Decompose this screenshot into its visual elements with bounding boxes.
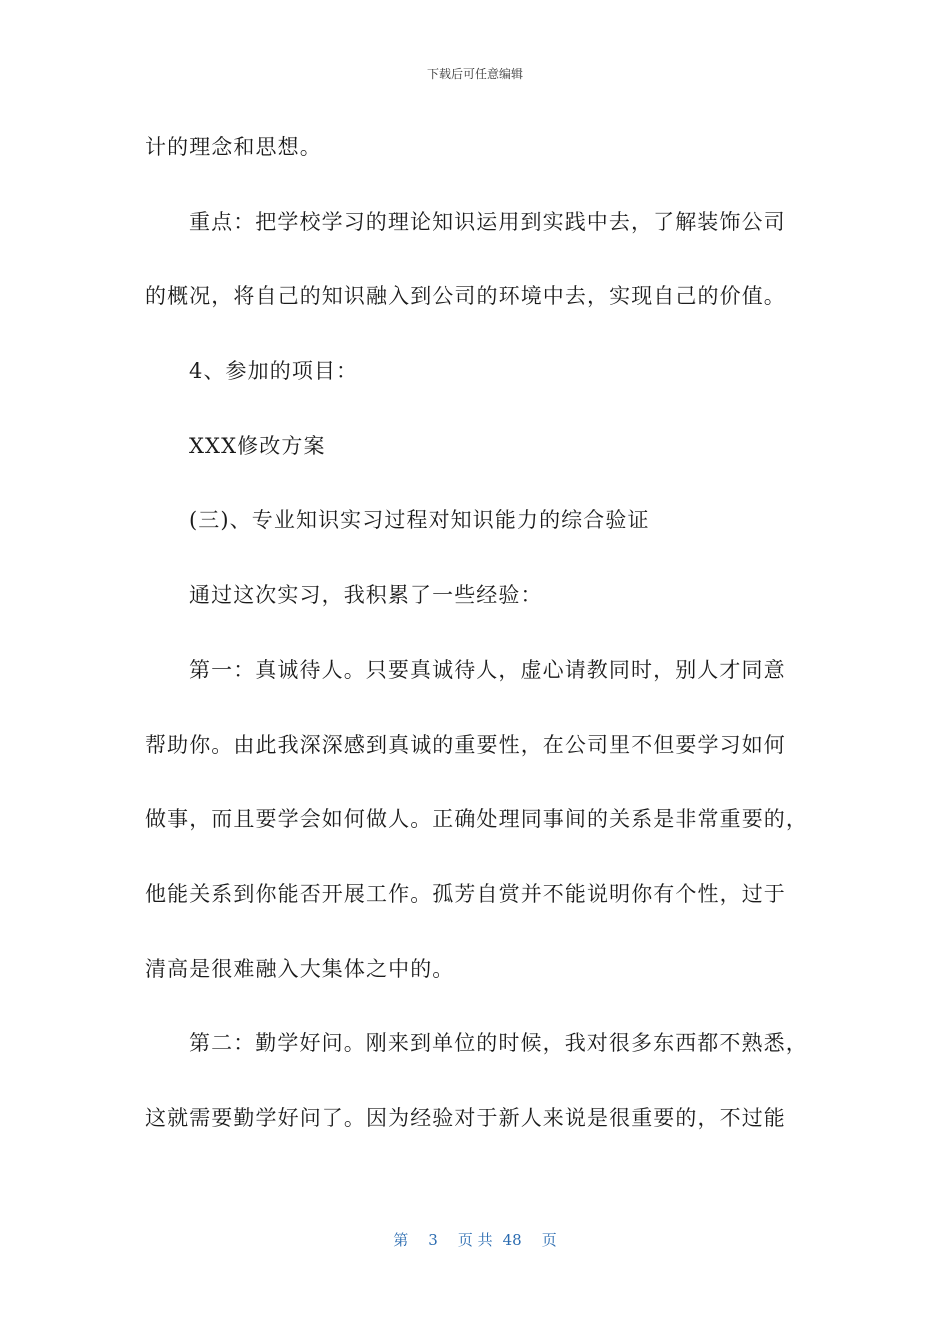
text-line: 他能关系到你能否开展工作。孤芳自赏并不能说明你有个性，过于 [145,881,786,906]
text-line: 通过这次实习，我积累了一些经验： [189,583,543,608]
document-body [145,129,810,1175]
footer-page-label: 第 [393,1231,409,1249]
text-line: 做事，而且要学会如何做人。正确处理同事间的关系是非常重要的， [145,807,808,832]
text-line: 重点：把学校学习的理论知识运用到实践中去，了解装饰公司 [189,209,786,234]
text-line: 第一：真诚待人。只要真诚待人，虚心请教同时，别人才同意 [189,657,786,682]
text-line: 的概况，将自己的知识融入到公司的环境中去，实现自己的价值。 [145,284,786,309]
footer-of-label: 页 共 [457,1231,493,1249]
text-line: 计的理念和思想。 [145,135,322,159]
page-footer [0,1230,950,1250]
text-line: 4、参加的项目： [189,359,359,384]
page-header-note: 下载后可任意编辑 [426,67,523,81]
text-line: 帮助你。由此我深深感到真诚的重要性，在公司里不但要学习如何 [145,732,786,757]
section-heading: (三)、专业知识实习过程对知识能力的综合验证 [189,508,650,533]
footer-end-label: 页 [541,1231,557,1249]
footer-current-page: 3 [428,1231,438,1249]
text-line: 第二：勤学好问。刚来到单位的时候，我对很多东西都不熟悉， [189,1031,808,1056]
text-line: 这就需要勤学好问了。因为经验对于新人来说是很重要的，不过能 [145,1105,786,1130]
text-line: 清高是很难融入大集体之中的。 [145,956,455,981]
footer-total-pages: 48 [502,1231,522,1249]
text-line: XXX修改方案 [189,433,326,458]
